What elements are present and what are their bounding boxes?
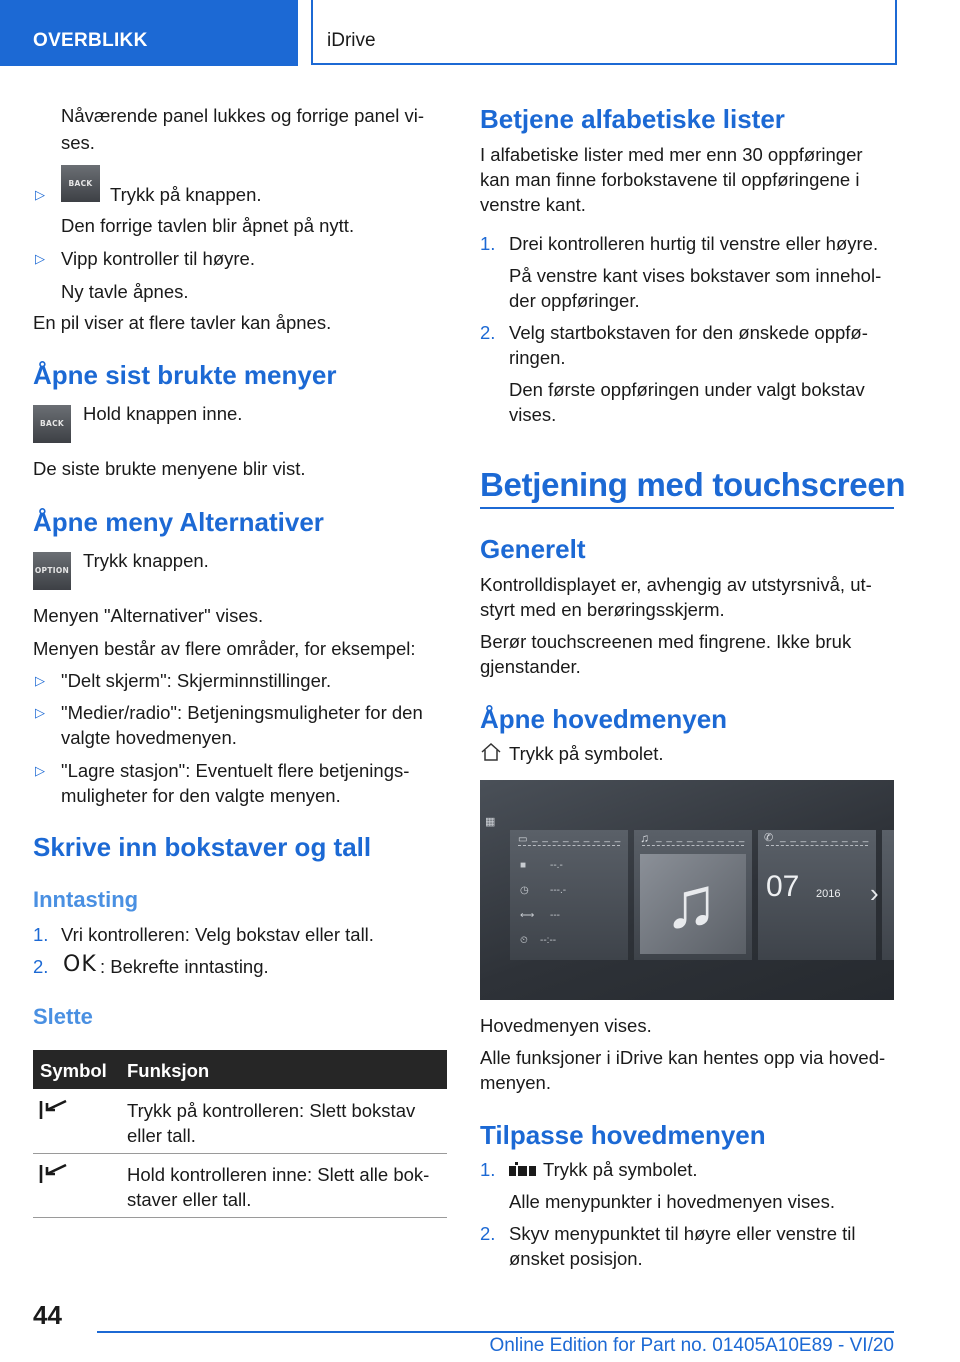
menu-tiles-icon	[509, 1162, 537, 1176]
general-p1-line-1: Kontrolldisplayet er, avhengig av utstyrsnivå, ut-	[480, 574, 872, 595]
intro-line-1: Nåværende panel lukkes og forrige panel vi-	[61, 105, 425, 126]
calendar-day: 07	[766, 870, 800, 903]
option-bullet-1: "Delt skjerm": Skjerminnstillinger.	[61, 670, 332, 691]
option-bullet-3-line-1: "Lagre stasjon": Eventuelt flere betjenings-	[61, 760, 410, 781]
step-number: 2.	[480, 1223, 496, 1244]
alpha-step-1-sub-line-1: På venstre kant vises bokstaver som innehol-	[509, 265, 882, 286]
table-row-2-line-2: staver eller tall.	[127, 1189, 252, 1210]
chapter-tab	[311, 0, 897, 65]
table-row-1-line-1: Trykk på kontrolleren: Slett bokstav	[127, 1100, 416, 1121]
home-icon	[480, 741, 502, 763]
options-consists: Menyen består av flere områder, for eksempel:	[33, 638, 416, 659]
table-divider	[33, 1153, 447, 1154]
option-bullet-2-line-1: "Medier/radio": Betjeningsmuligheter for den	[61, 702, 423, 723]
distance-icon: ⟷	[520, 910, 535, 921]
value-row-2: ---.-	[550, 885, 567, 896]
table-divider	[33, 1217, 447, 1218]
option-button-icon: OPTION	[33, 552, 71, 590]
main-all-line-2: menyen.	[480, 1072, 551, 1093]
main-shown: Hovedmenyen vises.	[480, 1015, 652, 1036]
value-row-4: --:--	[540, 935, 557, 946]
alpha-step-1: Drei kontrolleren hurtig til venstre eller høyre.	[509, 233, 879, 254]
menu-grid-icon: ▦	[485, 816, 496, 828]
step-2-text: : Bekrefte inntasting.	[100, 956, 269, 977]
back-button-icon: BACK	[61, 165, 100, 202]
idrive-main-menu-screenshot	[480, 780, 894, 1000]
heading-underline	[480, 507, 894, 509]
recent-note: De siste brukte menyene blir vist.	[33, 458, 306, 479]
heading-options-menu: Åpne meny Alternativer	[33, 507, 324, 537]
subheading-input: Inntasting	[33, 887, 139, 912]
step-number: 2.	[480, 322, 496, 343]
value-row-3: ---	[550, 910, 560, 921]
bullet-2-sub: Ny tavle åpnes.	[61, 281, 189, 302]
value-row-1: --.-	[550, 860, 563, 871]
subheading-delete: Slette	[33, 1004, 93, 1029]
card-dashes: _ _ _ _ _ _ _ _ _	[532, 832, 622, 843]
alpha-step-2-sub-line-1: Den første oppføringen under valgt bokstav	[509, 379, 865, 400]
alpha-step-2-line-2: ringen.	[509, 347, 566, 368]
delete-arrow-icon	[38, 1098, 70, 1122]
ok-symbol-icon: OK	[63, 952, 97, 977]
chevron-right-icon: ›	[870, 878, 879, 908]
alpha-paragraph-line-3: venstre kant.	[480, 194, 586, 215]
media-card	[634, 830, 752, 960]
bullet-1-text: Trykk på knappen.	[110, 184, 262, 205]
music-note-icon: ♫	[664, 863, 718, 943]
options-text: Trykk knappen.	[83, 550, 209, 571]
bullet-triangle-icon: ▷	[35, 251, 45, 266]
customize-step-2-line-1: Skyv menypunktet til høyre eller venstre til	[509, 1223, 856, 1244]
heading-recent-menus: Åpne sist brukte menyer	[33, 360, 337, 390]
clock-icon: ◷	[520, 885, 529, 896]
customize-step-2-line-2: ønsket posisjon.	[509, 1248, 643, 1269]
vehicle-card	[510, 830, 628, 960]
step-number: 1.	[480, 233, 496, 254]
heading-general: Generelt	[480, 534, 586, 564]
footer-rule	[97, 1331, 894, 1333]
card-dashes: _ _ _ _ _ _ _ _ _	[656, 832, 746, 843]
bullet-triangle-icon: ▷	[35, 705, 45, 720]
table-row-1-line-2: eller tall.	[127, 1125, 196, 1146]
column-header-function: Funksjon	[127, 1060, 210, 1081]
section-title: OVERBLIKK	[33, 30, 148, 51]
step-1-text: Vri kontrolleren: Velg bokstav eller tall.	[61, 924, 374, 945]
recent-text: Hold knappen inne.	[83, 403, 243, 424]
step-number: 2.	[33, 956, 49, 977]
option-bullet-2-line-2: valgte hovedmenyen.	[61, 727, 237, 748]
next-card	[882, 830, 894, 960]
card-dashes: _ _ _ _ _ _ _ _ _	[780, 832, 870, 843]
arrow-note: En pil viser at flere tavler kan åpnes.	[33, 312, 332, 333]
heading-alphabetic-lists: Betjene alfabetiske lister	[480, 104, 785, 134]
calendar-year: 2016	[816, 888, 841, 900]
phone-card	[758, 830, 876, 960]
bullet-triangle-icon: ▷	[35, 673, 45, 688]
alpha-paragraph-line-2: kan man finne forbokstavene til oppføringene i	[480, 169, 860, 190]
card-divider	[518, 845, 620, 847]
table-row-2-line-1: Hold kontrolleren inne: Slett alle bok-	[127, 1164, 430, 1185]
intro-line-2: ses.	[61, 132, 95, 153]
music-note-icon: ♫	[640, 831, 649, 845]
bullet-triangle-icon: ▷	[35, 763, 45, 778]
heading-customize-main-menu: Tilpasse hovedmenyen	[480, 1120, 766, 1150]
heading-input: Skrive inn bokstaver og tall	[33, 832, 372, 862]
fuel-icon: ■	[520, 860, 527, 871]
phone-icon: ✆	[764, 832, 774, 844]
alpha-step-1-sub-line-2: der oppføringer.	[509, 290, 640, 311]
bullet-1-sub: Den forrige tavlen blir åpnet på nytt.	[61, 215, 355, 236]
options-shown: Menyen "Alternativer" vises.	[33, 605, 264, 626]
customize-step-1: Trykk på symbolet.	[543, 1159, 698, 1180]
option-bullet-3-line-2: muligheter for den valgte menyen.	[61, 785, 341, 806]
back-button-icon: BACK	[33, 405, 71, 443]
bullet-2-text: Vipp kontroller til høyre.	[61, 248, 255, 269]
general-p1-line-2: styrt med en berøringsskjerm.	[480, 599, 725, 620]
table-header	[33, 1050, 447, 1089]
page-number: 44	[33, 1300, 62, 1330]
general-p2-line-1: Berør touchscreenen med fingrene. Ikke bruk	[480, 631, 852, 652]
section-tab	[0, 0, 298, 66]
car-icon: ▭	[518, 834, 528, 845]
timer-icon: ⏲	[520, 935, 528, 946]
chapter-title: iDrive	[327, 30, 376, 51]
alpha-step-2-sub-line-2: vises.	[509, 404, 557, 425]
edition-text: Online Edition for Part no. 01405A10E89 - VI/20	[489, 1335, 894, 1356]
step-number: 1.	[33, 924, 49, 945]
heading-open-main-menu: Åpne hovedmenyen	[480, 704, 728, 734]
heading-touchscreen: Betjening med touchscreen	[480, 466, 906, 503]
step-number: 1.	[480, 1159, 496, 1180]
column-header-symbol: Symbol	[40, 1060, 107, 1081]
card-divider	[642, 845, 744, 847]
delete-arrow-icon	[38, 1162, 70, 1186]
main-all-line-1: Alle funksjoner i iDrive kan hentes opp via hoved-	[480, 1047, 886, 1068]
alpha-paragraph-line-1: I alfabetiske lister med mer enn 30 oppføringer	[480, 144, 863, 165]
open-main-text: Trykk på symbolet.	[509, 743, 664, 764]
card-divider	[766, 845, 868, 847]
general-p2-line-2: gjenstander.	[480, 656, 581, 677]
alpha-step-2-line-1: Velg startbokstaven for den ønskede oppfø-	[509, 322, 868, 343]
album-art	[640, 854, 746, 954]
customize-step-1-sub: Alle menypunkter i hovedmenyen vises.	[509, 1191, 835, 1212]
bullet-triangle-icon: ▷	[35, 187, 45, 202]
